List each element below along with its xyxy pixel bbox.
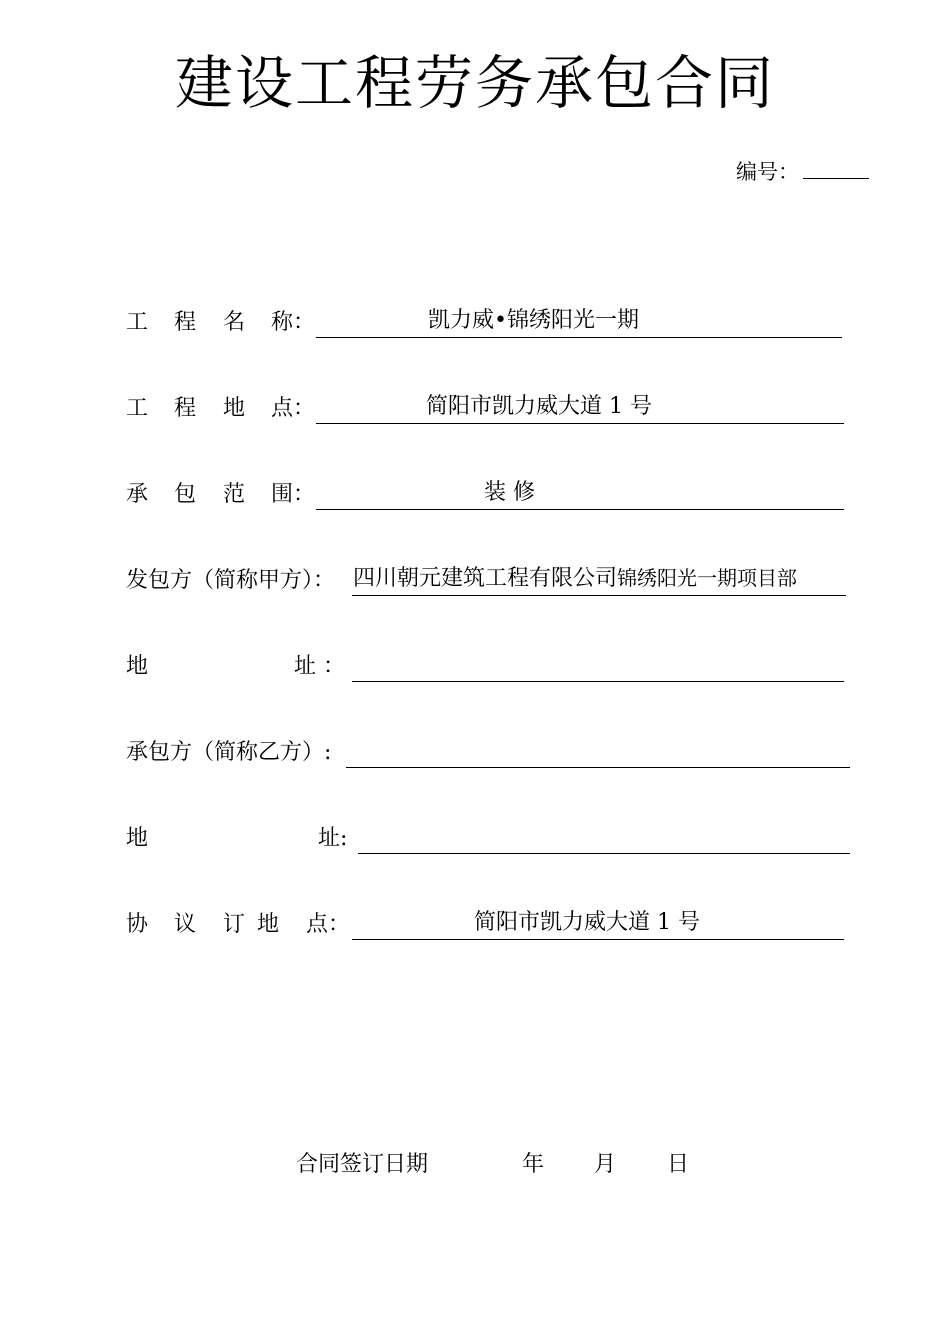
field-underline[interactable] xyxy=(316,337,842,338)
field-value: 简阳市凯力威大道 1 号 xyxy=(426,394,652,419)
field-underline[interactable] xyxy=(352,595,846,596)
signing-date-month[interactable]: 月 xyxy=(594,1152,617,1177)
field-underline[interactable] xyxy=(316,509,844,510)
field-party-a: 发包方（简称甲方）： 四川朝元建筑工程有限公司锦绣阳光一期项目部 xyxy=(0,558,950,598)
field-party-b-address: 地 址: xyxy=(0,816,950,856)
field-underline[interactable] xyxy=(346,767,850,768)
field-value: 凯力威•锦绣阳光一期 xyxy=(428,308,639,333)
field-value: 简阳市凯力威大道 1 号 xyxy=(474,910,700,935)
field-signing-place: 协 议 订 地 点： 简阳市凯力威大道 1 号 xyxy=(0,902,950,942)
signing-date-label: 合同签订日期 xyxy=(296,1152,429,1177)
field-project-name: 工 程 名 称： 凯力威•锦绣阳光一期 xyxy=(0,300,950,340)
signing-date xyxy=(0,1150,950,1180)
field-value: 装 修 xyxy=(484,480,535,505)
serial-number xyxy=(736,158,869,186)
field-value: 四川朝元建筑工程有限公司锦绣阳光一期项目部 xyxy=(353,566,798,591)
serial-label: 编号： xyxy=(736,160,799,184)
document-title: 建设工程劳务承包合同 xyxy=(174,49,775,117)
serial-blank[interactable] xyxy=(803,158,869,179)
field-underline[interactable] xyxy=(358,853,850,854)
field-party-a-address: 地 址 ： xyxy=(0,644,950,684)
field-underline[interactable] xyxy=(352,939,844,940)
field-project-location: 工 程 地 点： 简阳市凯力威大道 1 号 xyxy=(0,386,950,426)
field-underline[interactable] xyxy=(352,681,844,682)
signing-date-year[interactable]: 年 xyxy=(522,1152,545,1177)
field-party-b: 承包方（简称乙方）: xyxy=(0,730,950,770)
field-scope: 承 包 范 围： 装 修 xyxy=(0,472,950,512)
signing-date-day[interactable]: 日 xyxy=(667,1152,690,1177)
field-underline[interactable] xyxy=(316,423,844,424)
